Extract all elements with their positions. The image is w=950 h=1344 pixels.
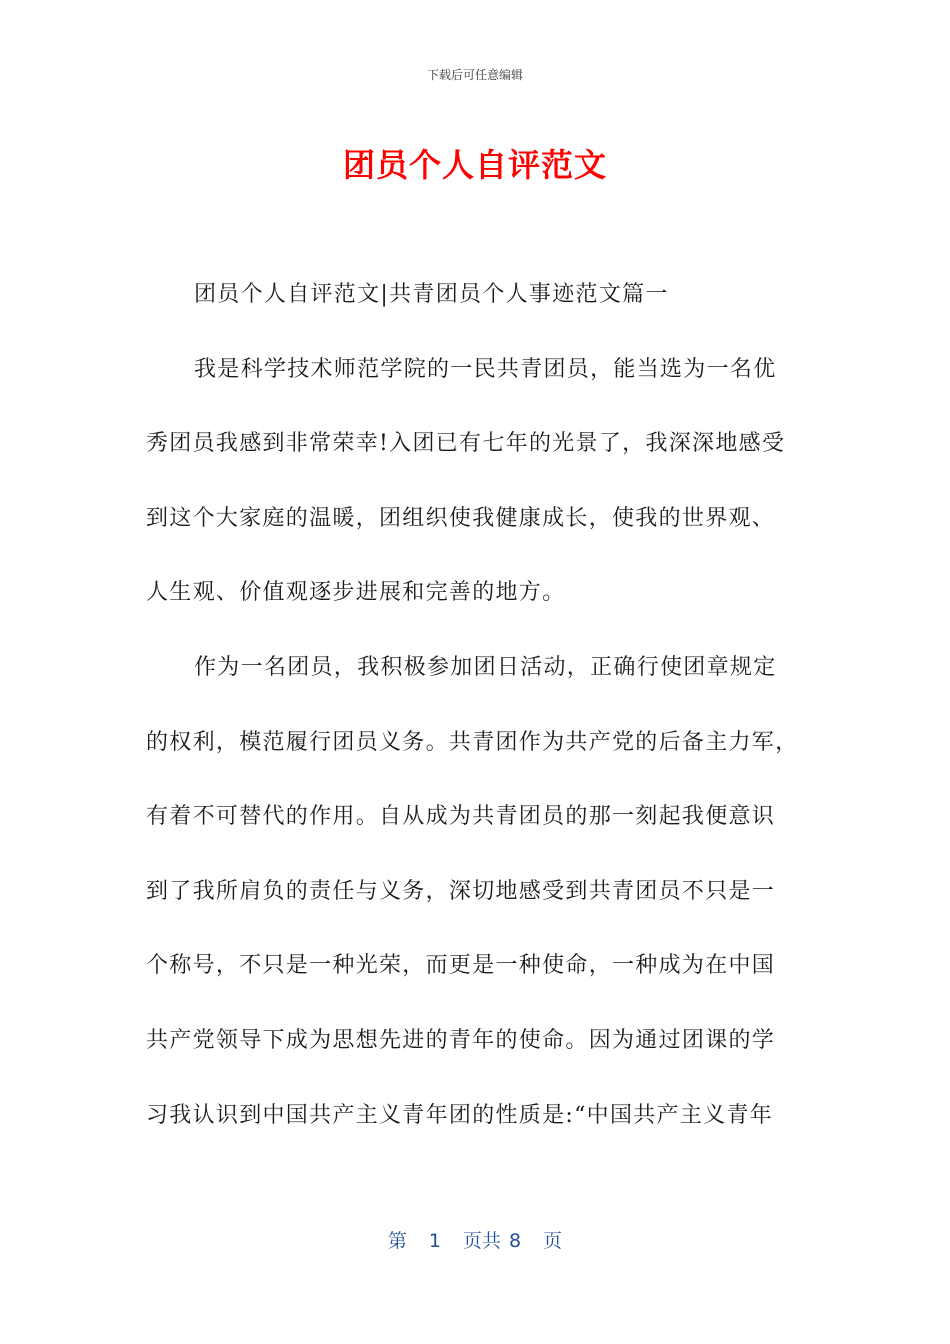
footer-middle: 页共: [462, 1230, 501, 1252]
body-line: 人生观、价值观逐步进展和完善的地方。: [146, 580, 566, 606]
header-note: 下载后可任意编辑: [426, 68, 523, 82]
body-line: 到这个大家庭的温暖，团组织使我健康成长，使我的世界观、: [146, 505, 776, 531]
document-body: [146, 258, 806, 1153]
body-line: 的权利，模范履行团员义务。共青团作为共产党的后备主力军，: [146, 729, 799, 755]
body-line: 习我认识到中国共产主义青年团的性质是:“中国共产主义青年: [146, 1102, 774, 1128]
body-line: 个称号，不只是一种光荣，而更是一种使命，一种成为在中国: [146, 953, 776, 979]
body-line: 到了我所肩负的责任与义务，深切地感受到共青团员不只是一: [146, 878, 776, 904]
body-line: 我是科学技术师范学院的一民共青团员，能当选为一名优: [194, 356, 777, 382]
body-line: 作为一名团员，我积极参加团日活动，正确行使团章规定: [194, 654, 777, 680]
body-line: 秀团员我感到非常荣幸!入团已有七年的光景了，我深深地感受: [146, 431, 786, 457]
page-footer: [0, 1226, 950, 1253]
footer-page-number: 1: [428, 1230, 441, 1252]
body-line: 有着不可替代的作用。自从成为共青团员的那一刻起我便意识: [146, 804, 776, 830]
footer-suffix: 页: [543, 1230, 563, 1252]
footer-total-pages: 8: [509, 1230, 522, 1252]
document-title: 团员个人自评范文: [342, 146, 607, 184]
footer-prefix: 第: [387, 1230, 407, 1252]
body-line: 团员个人自评范文|共青团员个人事迹范文篇一: [194, 282, 669, 307]
body-line: 共产党领导下成为思想先进的青年的使命。因为通过团课的学: [146, 1027, 776, 1053]
